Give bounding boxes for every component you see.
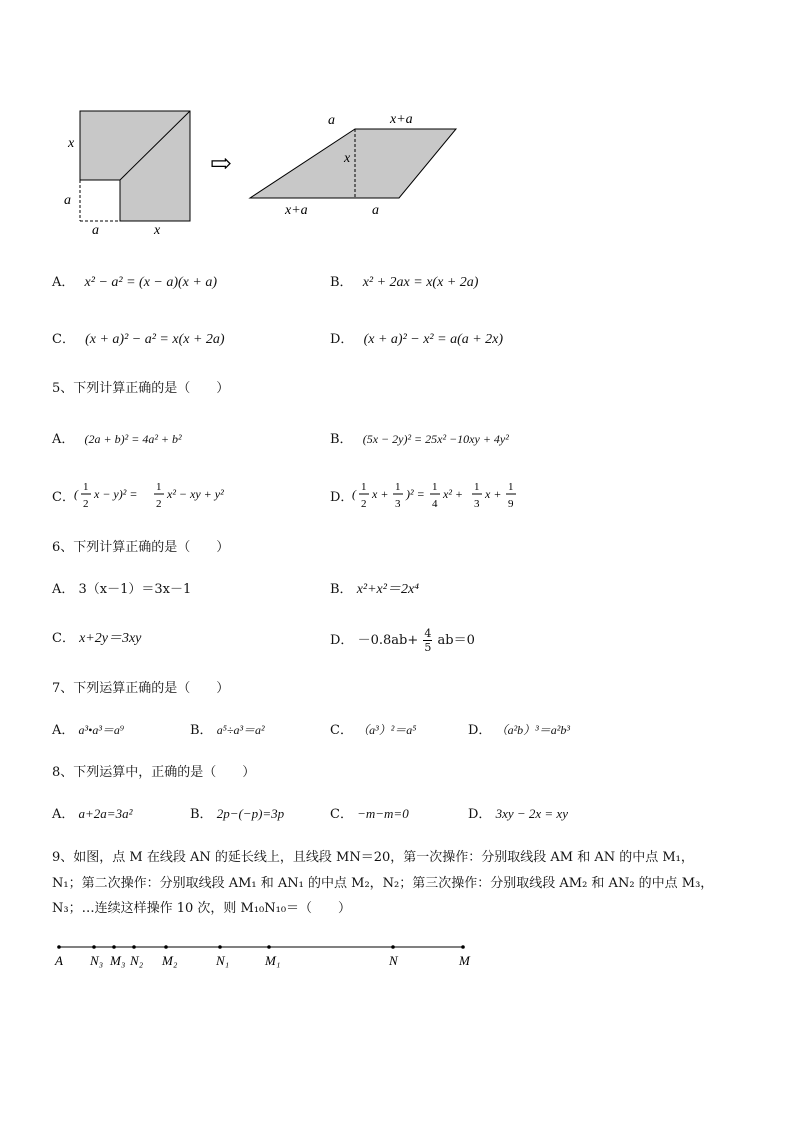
label-top-xa: x+a [390, 112, 413, 127]
q9-segment-figure [50, 935, 480, 975]
segment-point-label: M [459, 953, 470, 968]
label-bottom-a: a [92, 223, 99, 238]
option-letter: B． [330, 432, 353, 447]
segment-point-dot [164, 945, 168, 949]
q5-option-d[interactable] [330, 486, 353, 505]
svg-text:x − y)² =: x − y)² = [94, 487, 138, 501]
label-height-x: x [344, 151, 351, 166]
q9-stem-line1: 9、如图，点 M 在线段 AN 的延长线上，且线段 MN＝20，第一次操作：分别取线段 AM 和 AN 的中点 M₁， [52, 850, 694, 865]
q6-stem: 6、下列计算正确的是（ ） [52, 540, 230, 555]
option-expr: (5x − 2y)² = 25x² −10xy + 4y² [362, 432, 509, 446]
segment-point-label: N₂ [130, 953, 144, 968]
q5-option-c[interactable] [52, 486, 75, 505]
svg-text:x² +: x² + [443, 487, 464, 501]
segment-point-label: A [55, 953, 63, 968]
segment-point-dot [112, 945, 116, 949]
option-letter: D． [330, 633, 354, 648]
svg-text:1: 1 [432, 481, 438, 493]
option-letter: B． [330, 582, 353, 597]
option-expr: 3（x－1）＝3x－1 [78, 582, 192, 597]
segment-point-label: N₁ [216, 953, 230, 968]
option-letter: C． [52, 490, 75, 505]
option-letter: B． [190, 807, 213, 822]
option-expr: （a³）²＝a⁵ [357, 723, 417, 737]
svg-text:(: ( [352, 487, 356, 501]
segment-point-label: M₃ [110, 953, 126, 968]
segment-point-label: N₃ [90, 953, 104, 968]
option-letter: A． [52, 275, 75, 290]
segment-point-label: N [389, 953, 398, 968]
fraction-numerator: 4 [424, 627, 432, 640]
option-expr: a+2a=3a² [78, 806, 133, 821]
option-letter: C． [330, 807, 353, 822]
q9-stem-line2: N₁；第二次操作：分别取线段 AM₁ 和 AN₁ 的中点 M₂，N₂；第三次操作：分别取线段 AM₂ 和 AN₂ 的中点 M₃， [52, 876, 714, 891]
option-letter: A． [52, 807, 75, 822]
segment-point-dot [461, 945, 465, 949]
q7-option-c[interactable] [330, 719, 416, 738]
option-letter: D． [330, 332, 354, 347]
q5-option-c-formula [74, 478, 234, 514]
q7-option-b[interactable] [190, 719, 265, 738]
option-expr: x² + 2ax = x(x + 2a) [362, 275, 479, 290]
q5-stem: 5、下列计算正确的是（ ） [52, 381, 230, 396]
option-expr: 3xy − 2x = xy [495, 806, 568, 821]
svg-text:1: 1 [395, 481, 401, 493]
parallelogram-figure [250, 112, 456, 218]
q6-option-c[interactable] [52, 627, 141, 647]
svg-text:(: ( [74, 487, 78, 501]
q4-option-c[interactable] [52, 328, 225, 348]
svg-text:3: 3 [474, 498, 480, 510]
q7-stem: 7、下列运算正确的是（ ） [52, 681, 230, 696]
svg-text:1: 1 [156, 481, 162, 493]
option-letter: C． [330, 723, 353, 738]
option-letter: A． [52, 432, 75, 447]
svg-text:2: 2 [361, 498, 367, 510]
option-expr: −m−m=0 [357, 806, 409, 821]
segment-point-dot [267, 945, 271, 949]
q8-option-d[interactable] [468, 803, 568, 822]
segment-point-dot [57, 945, 61, 949]
q8-option-c[interactable] [330, 803, 409, 822]
svg-text:2: 2 [83, 498, 89, 510]
q7-option-d[interactable] [468, 719, 570, 738]
q6-option-b[interactable] [330, 578, 419, 598]
option-expr: 2p−(−p)=3p [216, 806, 285, 821]
option-letter: C． [52, 631, 75, 646]
q9-stem-line3: N₃；…连续这样操作 10 次，则 M₁₀N₁₀＝（ ） [52, 901, 352, 916]
option-expr: a⁵÷a³＝a² [216, 723, 265, 737]
option-letter: D． [468, 723, 492, 738]
label-bottom-a2: a [372, 203, 379, 218]
q4-figure [50, 100, 470, 240]
q5-option-d-formula [352, 478, 522, 514]
q7-option-a[interactable] [52, 719, 124, 738]
svg-text:1: 1 [474, 481, 480, 493]
svg-text:2: 2 [156, 498, 162, 510]
option-letter: A． [52, 723, 75, 738]
option-letter: C． [52, 332, 75, 347]
option-expr: x² − a² = (x − a)(x + a) [84, 275, 218, 290]
label-bottom-xa: x+a [285, 203, 308, 218]
svg-text:1: 1 [508, 481, 514, 493]
option-expr: （a²b）³＝a²b³ [495, 723, 570, 737]
segment-point-dot [218, 945, 222, 949]
svg-text:3: 3 [395, 498, 401, 510]
label-square-x: x [68, 136, 75, 151]
q5-option-a[interactable] [52, 428, 182, 447]
segment-point-label: M₂ [162, 953, 178, 968]
svg-text:9: 9 [508, 498, 514, 510]
segment-point-dot [132, 945, 136, 949]
option-expr: a³•a³＝a⁹ [78, 723, 125, 737]
svg-text:4: 4 [432, 498, 438, 510]
option-letter: B． [330, 275, 353, 290]
q6-option-d[interactable] [330, 627, 475, 654]
q8-option-a[interactable] [52, 803, 132, 822]
option-expr: x²+x²＝2x⁴ [356, 582, 420, 597]
q8-option-b[interactable] [190, 803, 284, 822]
segment-point-label: M₁ [265, 953, 281, 968]
option-letter: A． [52, 582, 75, 597]
svg-text:1: 1 [83, 481, 89, 493]
svg-text:x +: x + [372, 487, 389, 501]
arrow-right-icon: ⇨ [210, 149, 232, 178]
svg-text:x +: x + [485, 487, 502, 501]
fraction-denominator: 5 [424, 641, 432, 654]
q4-option-b[interactable] [330, 271, 478, 291]
option-expr: (x + a)² − a² = x(x + 2a) [85, 332, 225, 347]
segment-point-dot [92, 945, 96, 949]
svg-text:1: 1 [361, 481, 367, 493]
segment-point-dot [391, 945, 395, 949]
label-square-a: a [64, 193, 71, 208]
square-figure [64, 111, 190, 238]
option-letter: D． [468, 807, 492, 822]
option-expr: x+2y＝3xy [79, 631, 142, 646]
q8-stem: 8、下列运算中，正确的是（ ） [52, 765, 256, 780]
svg-text:x² − xy + y²: x² − xy + y² [167, 487, 224, 501]
option-letter: B． [190, 723, 213, 738]
q4-option-a[interactable] [52, 271, 217, 291]
option-expr: (x + a)² − x² = a(a + 2x) [363, 332, 504, 347]
q6-option-a[interactable] [52, 578, 191, 597]
option-expr-pre: －0.8ab+ [357, 633, 419, 648]
q4-option-d[interactable] [330, 328, 503, 348]
label-bottom-x: x [154, 223, 161, 238]
svg-text:)² =: )² = [406, 487, 425, 501]
fraction [423, 627, 432, 654]
label-top-a: a [328, 113, 335, 128]
option-expr: (2a + b)² = 4a² + b² [84, 432, 182, 446]
q5-option-b[interactable] [330, 428, 509, 447]
option-letter: D． [330, 490, 354, 505]
option-expr-post: ab＝0 [437, 633, 475, 648]
